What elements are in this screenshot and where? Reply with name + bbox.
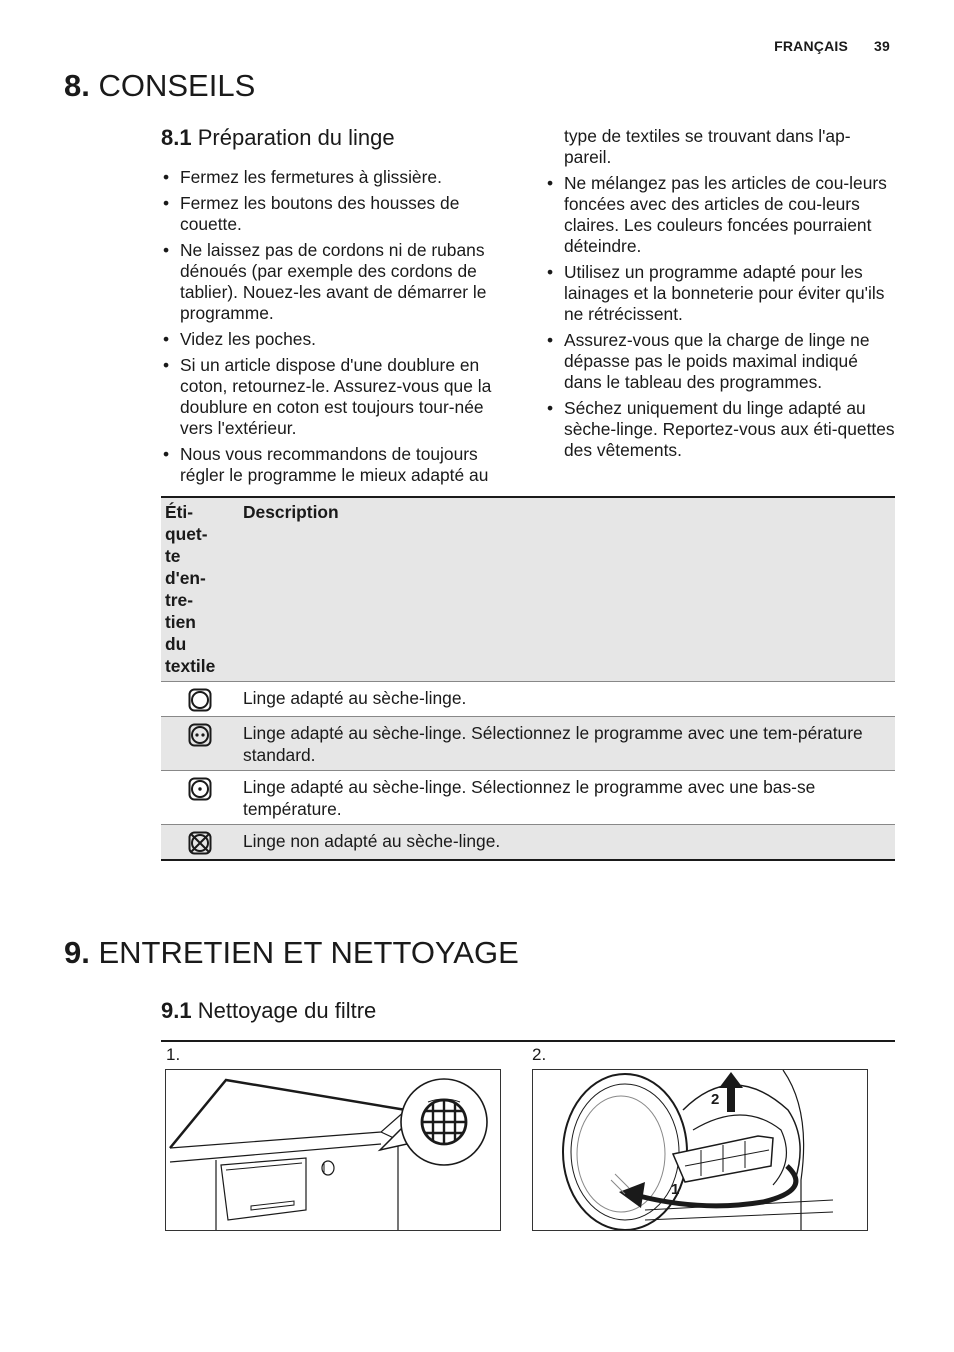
list-item: • Utilisez un programme adapté pour les lainages et la bonneterie pour éviter qu'ils ne rétrécissent. [545, 262, 895, 325]
dryer-filter-location-drawing [166, 1070, 500, 1230]
figure-divider [161, 1040, 895, 1042]
page-number: 39 [874, 38, 890, 54]
subsection-9-1-heading [161, 998, 376, 1024]
list-item: • Assurez-vous que la charge de linge ne dépasse pas le poids maximal indiqué dans le tableau des programmes. [545, 330, 895, 393]
do-not-tumble-dry-icon [188, 831, 212, 855]
list-item: • Ne laissez pas de cordons ni de rubans dénoués (par exemple des cordons de tablier). Nouez-les avant de démarrer le programme. [161, 240, 513, 324]
section-9-heading [64, 935, 519, 971]
tumble-dry-low-temp-icon [188, 777, 212, 801]
description-cell: Linge adapté au sèche-linge. Sélectionnez le programme avec une tem-pérature standard. [239, 717, 895, 771]
section-9-title: ENTRETIEN ET NETTOYAGE [98, 935, 519, 970]
left-column [161, 167, 513, 491]
tumble-dry-normal-temp-icon [188, 723, 212, 747]
figure-1-dryer-top-illustration [165, 1069, 501, 1231]
section-8-title: CONSEILS [98, 68, 256, 103]
description-cell: Linge adapté au sèche-linge. [239, 682, 895, 717]
figure-1-label: 1. [166, 1045, 181, 1064]
right-bullet-list [545, 173, 895, 461]
list-item: • Nous vous recommandons de toujours régler le programme le mieux adapté au [161, 444, 513, 486]
table-row [161, 717, 895, 771]
callout-2-label: 2 [711, 1091, 720, 1108]
subsection-9-1-title: Nettoyage du filtre [197, 998, 377, 1023]
list-item: • Videz les poches. [161, 329, 513, 350]
subsection-8-1-title: Préparation du linge [197, 125, 395, 150]
description-cell: Linge non adapté au sèche-linge. [239, 825, 895, 861]
section-8-number: 8. [64, 68, 90, 103]
table-row [161, 682, 895, 717]
care-label-column-header: Éti- quet- te d'en- tre- tien du textile [161, 497, 239, 682]
description-column-header: Description [239, 497, 895, 682]
symbol-cell [161, 771, 239, 825]
callout-1-label: 1 [671, 1181, 680, 1198]
symbol-cell [161, 717, 239, 771]
continuation-text: type de textiles se trouvant dans l'ap-pareil. [564, 126, 851, 167]
table-row [161, 825, 895, 861]
right-column [545, 126, 895, 466]
table-header-row [161, 497, 895, 682]
symbol-cell [161, 682, 239, 717]
table-row [161, 771, 895, 825]
section-9-number: 9. [64, 935, 90, 970]
list-item: • Ne mélangez pas les articles de cou-leurs foncées avec des articles de cou-leurs claires. Les couleurs foncées pourraient déteindre. [545, 173, 895, 257]
subsection-8-1-number: 8.1 [161, 125, 192, 150]
list-item: • Séchez uniquement du linge adapté au sèche-linge. Reportez-vous aux éti-quettes des vêtements. [545, 398, 895, 461]
running-header [774, 38, 890, 54]
left-bullet-list [161, 167, 513, 486]
header-language: FRANÇAIS [774, 38, 849, 54]
list-item: • Si un article dispose d'une doublure en coton, retournez-le. Assurez-vous que la doublure en coton est toujours tour-née vers l'extérieur. [161, 355, 513, 439]
description-cell: Linge adapté au sèche-linge. Sélectionnez le programme avec une bas-se température. [239, 771, 895, 825]
figure-2-label: 2. [532, 1045, 547, 1064]
figure-2-filter-removal-illustration [532, 1069, 868, 1231]
filter-removal-drawing [533, 1070, 867, 1230]
care-label-table [161, 496, 895, 861]
tumble-dry-icon [188, 688, 212, 712]
symbol-cell [161, 825, 239, 861]
list-item: • Fermez les fermetures à glissière. [161, 167, 513, 188]
section-8-heading [64, 68, 255, 104]
subsection-8-1-heading [161, 125, 395, 151]
list-item: • Fermez les boutons des housses de couette. [161, 193, 513, 235]
subsection-9-1-number: 9.1 [161, 998, 192, 1023]
